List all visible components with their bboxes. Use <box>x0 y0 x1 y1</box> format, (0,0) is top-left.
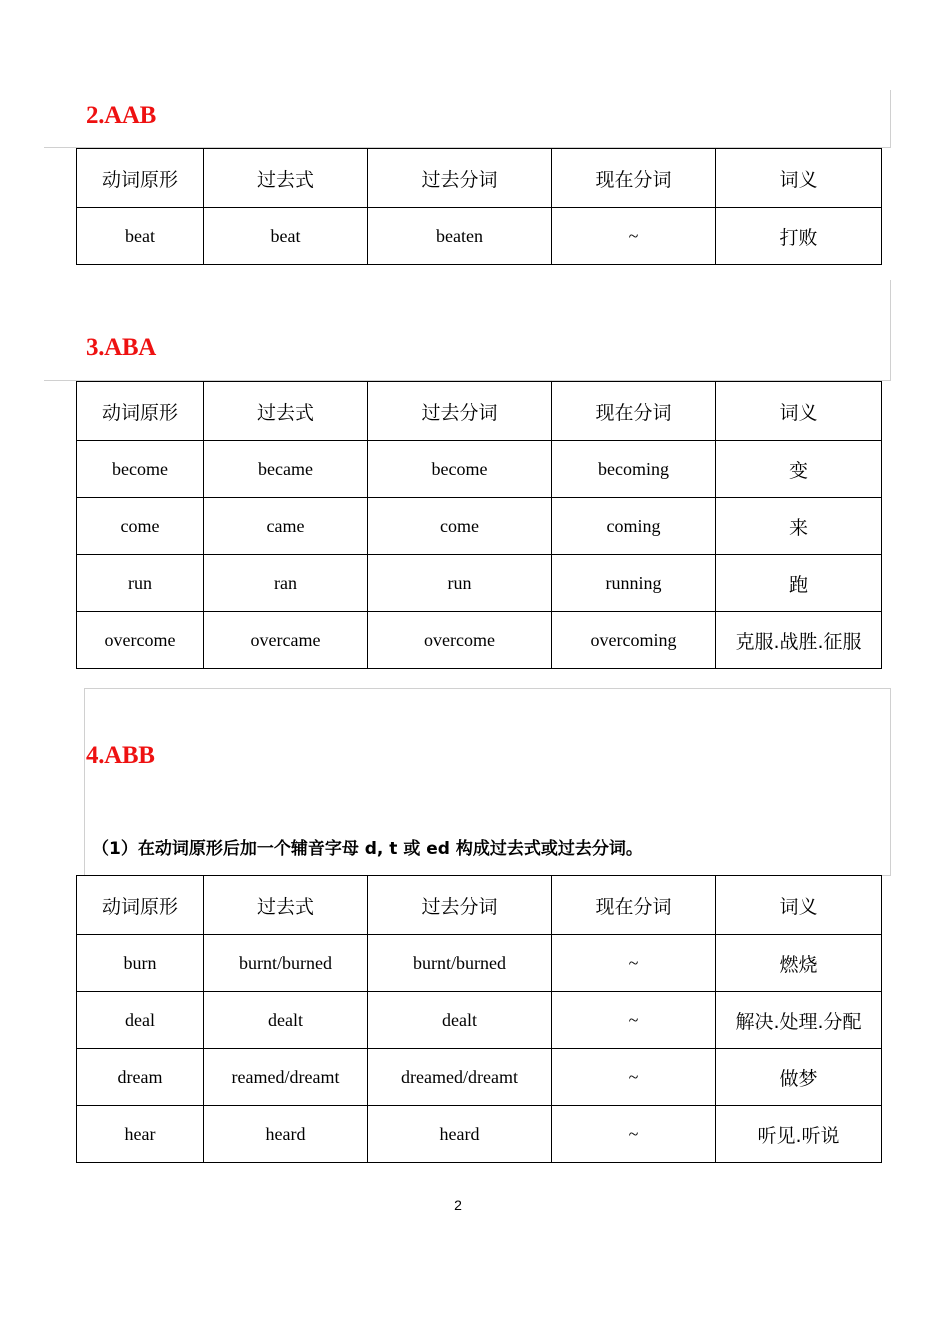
past-tense-cell: became <box>204 441 368 498</box>
past-participle-cell: run <box>368 555 552 612</box>
column-header: 动词原形 <box>77 382 204 441</box>
meaning-cell: 打败 <box>716 208 882 265</box>
past-participle-cell: become <box>368 441 552 498</box>
meaning-cell: 解决.处理.分配 <box>716 992 882 1049</box>
column-header: 过去式 <box>204 149 368 208</box>
table-header-row <box>77 382 882 441</box>
base-form-cell: become <box>77 441 204 498</box>
past-tense-cell: burnt/burned <box>204 935 368 992</box>
page-number: 2 <box>454 1197 462 1213</box>
column-header: 现在分词 <box>552 876 716 935</box>
past-participle-cell: beaten <box>368 208 552 265</box>
meaning-cell: 克服.战胜.征服 <box>716 612 882 669</box>
base-form-cell: overcome <box>77 612 204 669</box>
table-row <box>77 555 882 612</box>
column-header: 词义 <box>716 876 882 935</box>
past-participle-cell: overcome <box>368 612 552 669</box>
past-tense-cell: reamed/dreamt <box>204 1049 368 1106</box>
meaning-cell: 做梦 <box>716 1049 882 1106</box>
past-participle-cell: come <box>368 498 552 555</box>
present-participle-cell: ~ <box>552 992 716 1049</box>
column-header: 过去式 <box>204 382 368 441</box>
section-title-aba: 3.ABA <box>86 334 157 361</box>
table-row <box>77 612 882 669</box>
column-header: 过去分词 <box>368 149 552 208</box>
base-form-cell: deal <box>77 992 204 1049</box>
column-header: 词义 <box>716 382 882 441</box>
section-title-abb: 4.ABB <box>86 742 155 769</box>
base-form-cell: burn <box>77 935 204 992</box>
column-header: 过去式 <box>204 876 368 935</box>
column-header: 过去分词 <box>368 382 552 441</box>
table-header-row <box>77 149 882 208</box>
past-tense-cell: came <box>204 498 368 555</box>
table-row <box>77 1049 882 1106</box>
column-header: 动词原形 <box>77 149 204 208</box>
present-participle-cell: ~ <box>552 208 716 265</box>
meaning-cell: 变 <box>716 441 882 498</box>
base-form-cell: dream <box>77 1049 204 1106</box>
verb-table-aba <box>76 381 882 669</box>
meaning-cell: 来 <box>716 498 882 555</box>
past-participle-cell: dreamed/dreamt <box>368 1049 552 1106</box>
column-header: 过去分词 <box>368 876 552 935</box>
verb-table-abb <box>76 875 882 1163</box>
present-participle-cell: becoming <box>552 441 716 498</box>
table-row <box>77 1106 882 1163</box>
table-row <box>77 441 882 498</box>
section-note: （1）在动词原形后加一个辅音字母 d, t 或 ed 构成过去式或过去分词。 <box>92 839 643 859</box>
present-participle-cell: ~ <box>552 1049 716 1106</box>
verb-table-aab <box>76 148 882 265</box>
present-participle-cell: running <box>552 555 716 612</box>
table-header-row <box>77 876 882 935</box>
section-title-aab: 2.AAB <box>86 102 157 129</box>
present-participle-cell: ~ <box>552 1106 716 1163</box>
column-header: 现在分词 <box>552 382 716 441</box>
base-form-cell: beat <box>77 208 204 265</box>
meaning-cell: 跑 <box>716 555 882 612</box>
column-header: 现在分词 <box>552 149 716 208</box>
past-tense-cell: dealt <box>204 992 368 1049</box>
past-tense-cell: ran <box>204 555 368 612</box>
column-header: 词义 <box>716 149 882 208</box>
section-frame-aab <box>44 90 891 148</box>
meaning-cell: 听见.听说 <box>716 1106 882 1163</box>
meaning-cell: 燃烧 <box>716 935 882 992</box>
base-form-cell: hear <box>77 1106 204 1163</box>
table-row <box>77 935 882 992</box>
base-form-cell: come <box>77 498 204 555</box>
past-participle-cell: dealt <box>368 992 552 1049</box>
table-row <box>77 498 882 555</box>
table-row <box>77 208 882 265</box>
base-form-cell: run <box>77 555 204 612</box>
section-frame-aba <box>44 280 891 381</box>
past-tense-cell: overcame <box>204 612 368 669</box>
present-participle-cell: coming <box>552 498 716 555</box>
past-tense-cell: beat <box>204 208 368 265</box>
table-row <box>77 992 882 1049</box>
present-participle-cell: overcoming <box>552 612 716 669</box>
column-header: 动词原形 <box>77 876 204 935</box>
past-participle-cell: burnt/burned <box>368 935 552 992</box>
past-participle-cell: heard <box>368 1106 552 1163</box>
past-tense-cell: heard <box>204 1106 368 1163</box>
present-participle-cell: ~ <box>552 935 716 992</box>
